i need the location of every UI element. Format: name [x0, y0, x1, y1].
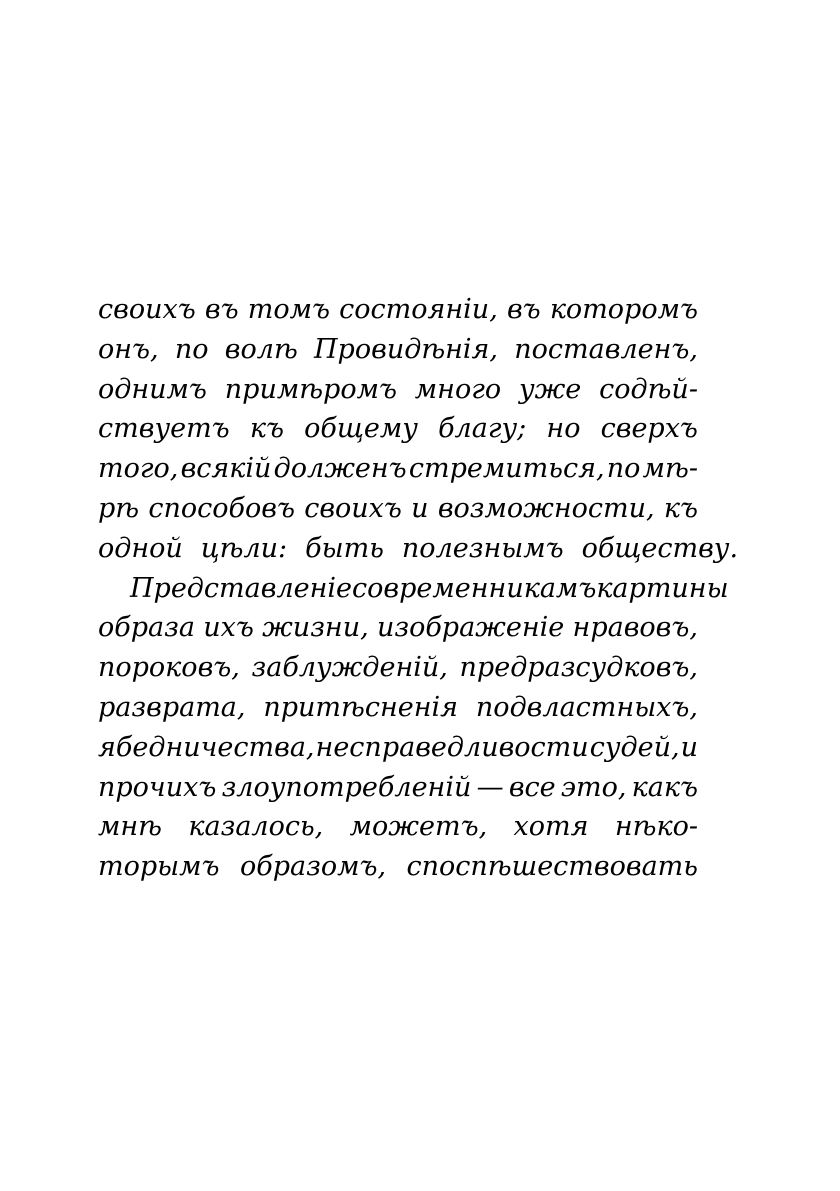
- word: содѣй-: [599, 373, 698, 405]
- word: по: [606, 453, 641, 485]
- word: состояніи,: [339, 294, 498, 325]
- text-line: [98, 489, 698, 529]
- word: современникамъ: [352, 572, 597, 604]
- word: и: [680, 731, 698, 763]
- text-line: [98, 768, 698, 808]
- word: быть: [305, 532, 384, 564]
- word: мѣ-: [642, 453, 698, 485]
- text-line: [98, 290, 698, 330]
- word: благу;: [438, 413, 527, 445]
- word: уже: [518, 373, 582, 405]
- word: но: [546, 413, 581, 445]
- word: стремиться,: [408, 453, 605, 485]
- text-line: [98, 728, 698, 768]
- word: несправедливости: [315, 731, 589, 763]
- word: въ: [506, 294, 541, 325]
- word: злоупотребленій: [221, 771, 472, 803]
- text-line: [98, 648, 698, 688]
- word: картины: [596, 572, 729, 604]
- word: хотя: [513, 811, 589, 843]
- word: томъ: [247, 294, 330, 325]
- text-line: [98, 807, 698, 847]
- word: притѣсненія: [263, 691, 459, 723]
- word: своихъ: [98, 294, 196, 325]
- word: изображеніе: [376, 612, 565, 644]
- word: волѣ: [224, 333, 298, 365]
- word: это,: [560, 771, 627, 803]
- word: —: [476, 771, 504, 803]
- text-line: [98, 330, 698, 370]
- word: къ: [663, 492, 698, 524]
- word: образомъ,: [239, 851, 387, 883]
- word: все: [508, 771, 556, 803]
- word: одной: [98, 532, 183, 564]
- word: много: [414, 373, 502, 405]
- word: своихъ: [304, 492, 402, 524]
- word: можетъ,: [349, 811, 488, 843]
- word: общему: [304, 413, 418, 445]
- word: торымъ: [98, 851, 220, 883]
- word: Провидѣнія,: [314, 333, 499, 365]
- word: мнѣ: [98, 811, 162, 843]
- word: поставленъ,: [514, 333, 698, 365]
- word: разврата,: [98, 691, 246, 723]
- word: всякій: [180, 453, 272, 485]
- word: ствуетъ: [98, 413, 230, 445]
- word: способовъ: [148, 492, 295, 524]
- word: въ: [204, 294, 239, 325]
- word: и: [411, 492, 429, 524]
- word: цѣли:: [200, 532, 288, 564]
- word: возможности,: [437, 492, 655, 524]
- word: по: [174, 333, 209, 365]
- word: нѣко-: [614, 811, 698, 843]
- text-line: [98, 608, 698, 648]
- word: къ: [249, 413, 284, 445]
- text-line: [98, 688, 698, 728]
- word: примѣромъ: [224, 373, 397, 405]
- word: казалось,: [188, 811, 324, 843]
- text-line: [98, 529, 739, 569]
- word: Представленіе: [130, 572, 353, 604]
- text-line: [98, 569, 729, 609]
- word: подвластныхъ,: [475, 691, 698, 723]
- word: споспѣшествовать: [406, 851, 698, 883]
- word: ихъ: [203, 612, 254, 644]
- word: предразсудковъ,: [459, 652, 698, 684]
- word: долженъ: [273, 453, 407, 485]
- word: которомъ: [549, 294, 698, 325]
- word: заблужденій,: [251, 652, 448, 684]
- word: пороковъ,: [98, 652, 240, 684]
- text-line: [98, 370, 698, 410]
- word: судей,: [589, 731, 680, 763]
- word: того,: [98, 453, 179, 485]
- page-text: [98, 290, 739, 887]
- text-line: [98, 847, 698, 887]
- word: онъ,: [98, 333, 159, 365]
- word: жизни,: [262, 612, 369, 644]
- text-line: [98, 409, 698, 449]
- word: прочихъ: [98, 771, 217, 803]
- word: однимъ: [98, 373, 207, 405]
- word: образа: [98, 612, 195, 644]
- word: нравовъ,: [572, 612, 698, 644]
- word: рѣ: [98, 492, 140, 524]
- word: обществу.: [581, 532, 739, 564]
- word: ябедничества,: [98, 731, 315, 763]
- word: полезнымъ: [401, 532, 564, 564]
- text-line: [98, 449, 698, 489]
- word: сверхъ: [600, 413, 698, 445]
- word: какъ: [631, 771, 698, 803]
